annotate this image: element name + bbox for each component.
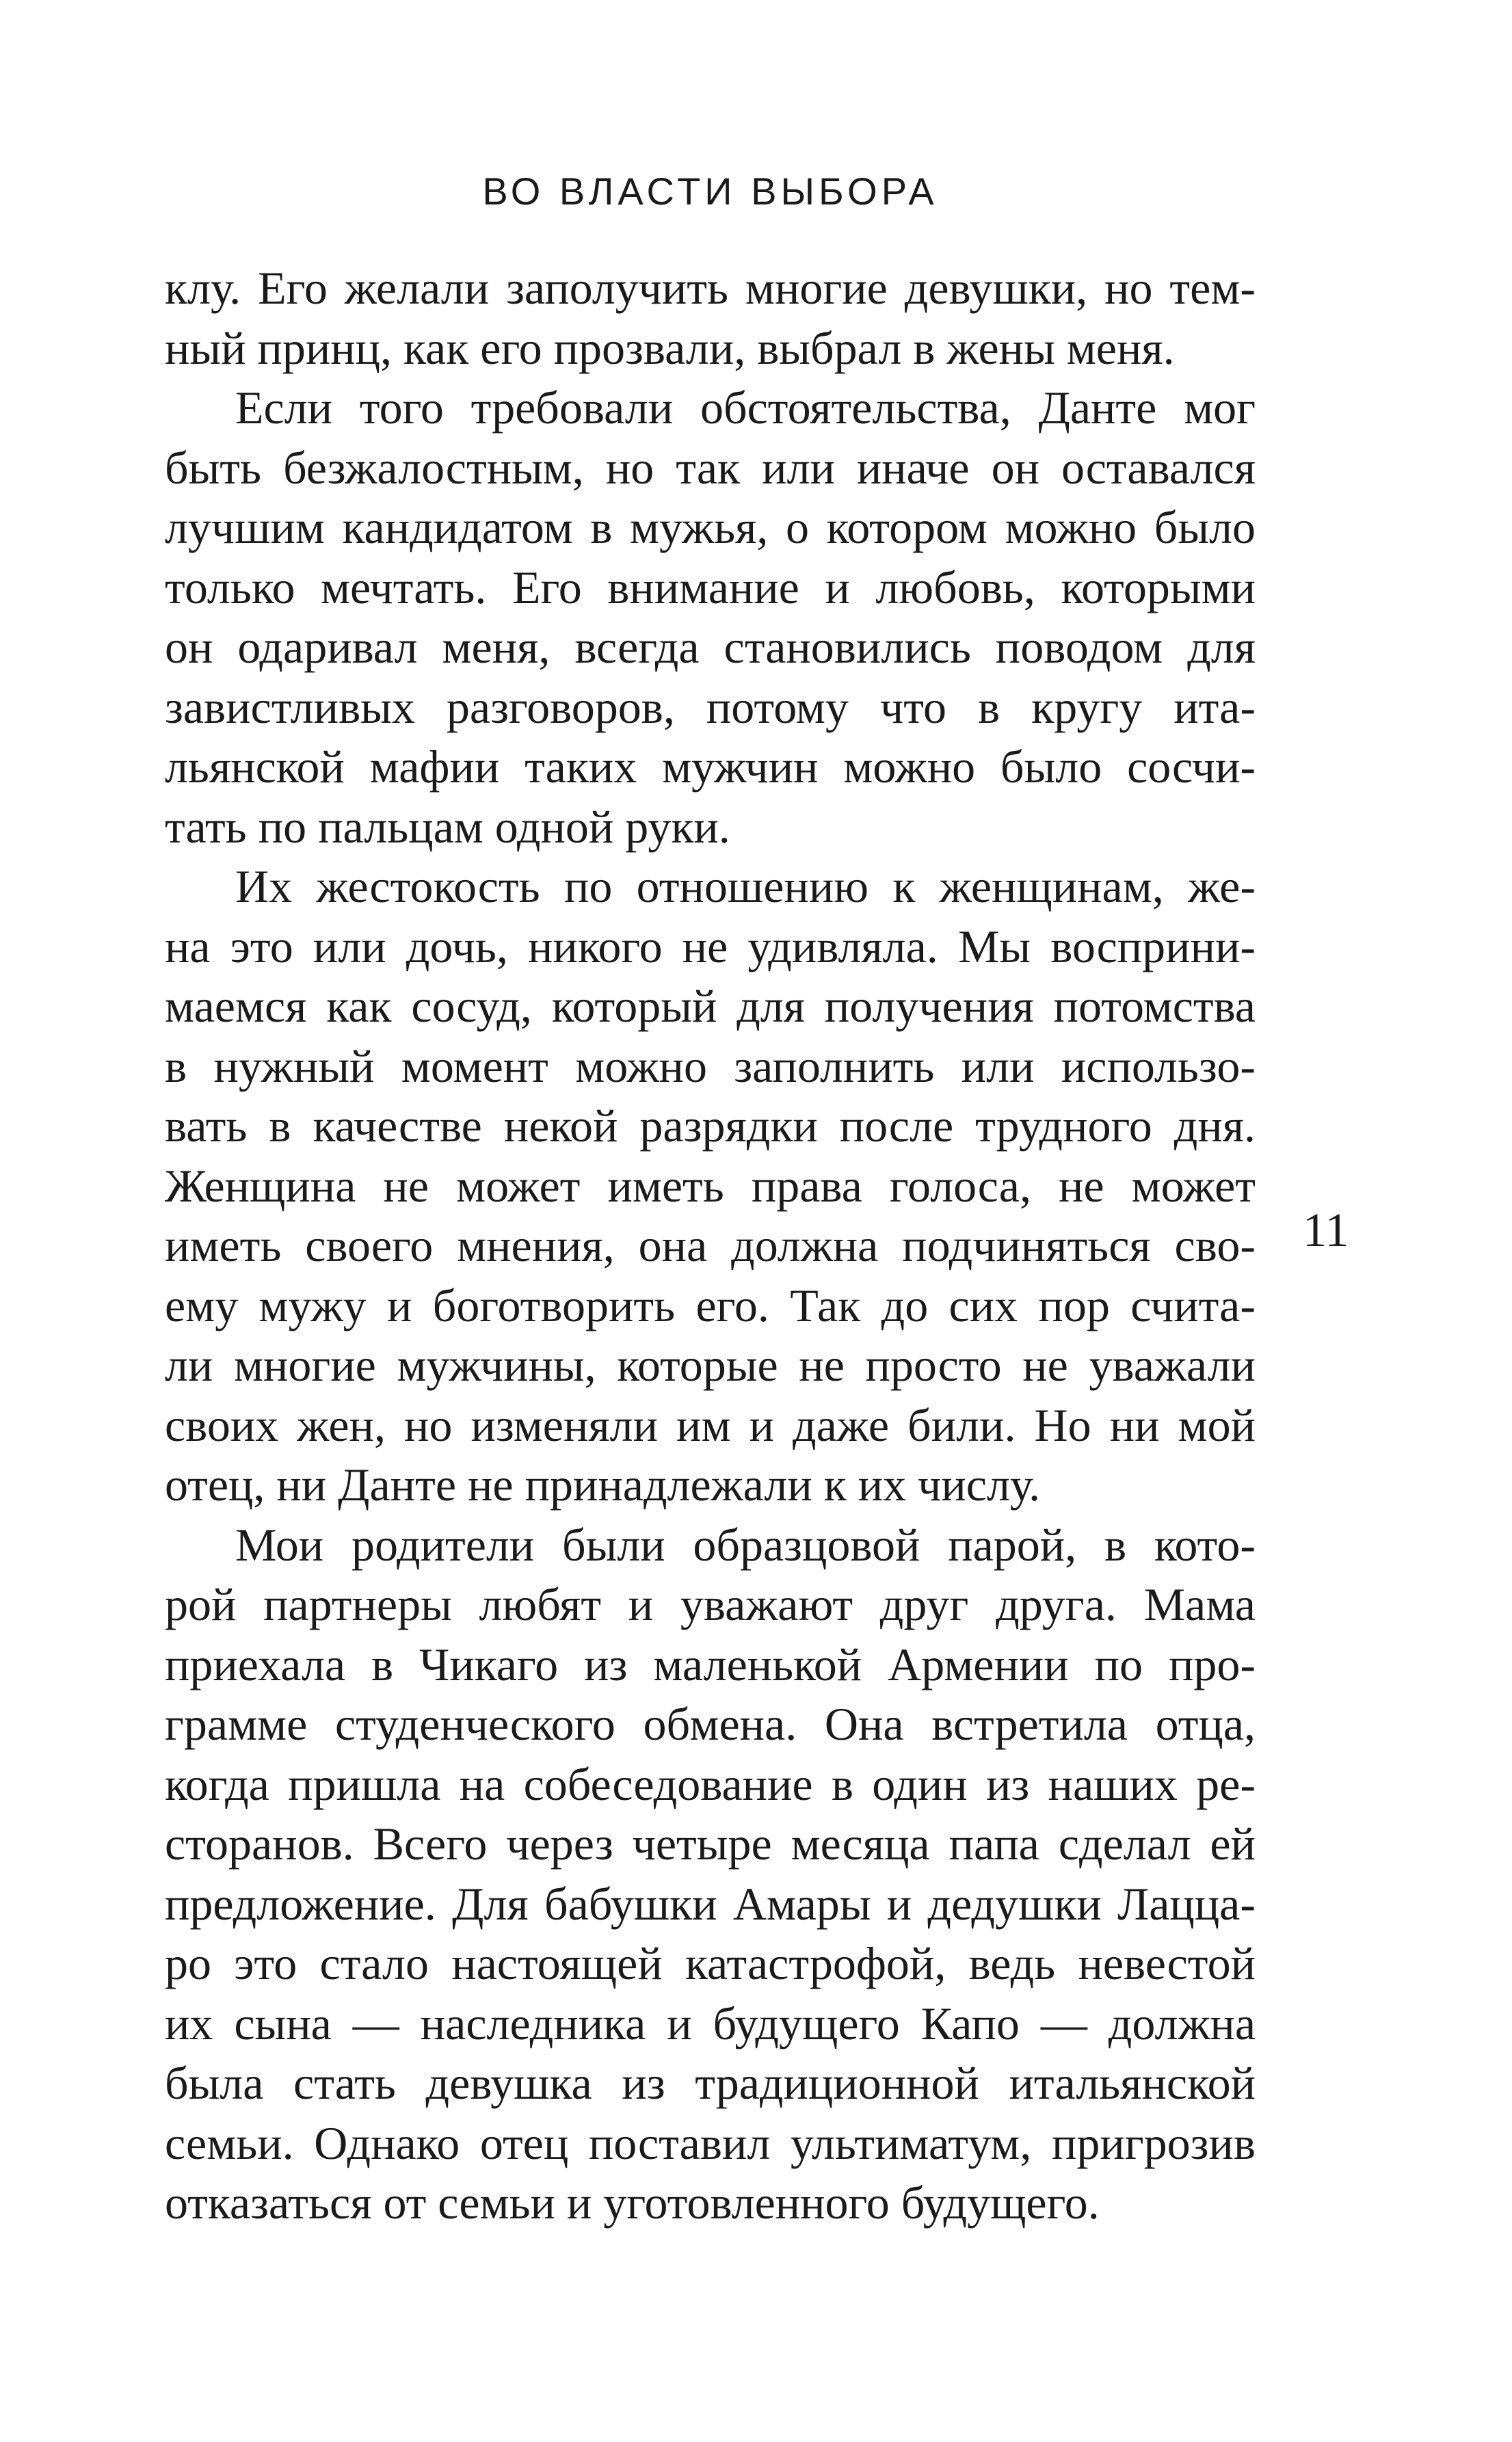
text-line: семьи. Однако отец поставил ультиматум, пригрозив: [165, 2116, 1256, 2169]
text-line: ему мужу и боготворить его. Так до сих пор счита-: [165, 1279, 1256, 1331]
text-line: отец, ни Данте не принадлежали к их числу.: [165, 1459, 1041, 1511]
text-line: Мои родители были образцовой парой, в кото-: [235, 1518, 1256, 1571]
text-line: завистливых разговоров, потому что в кругу ита-: [165, 680, 1256, 733]
text-line: отказаться от семьи и уготовленного будущего.: [165, 2177, 1100, 2229]
text-line: их сына — наследника и будущего Капо — должна: [165, 1997, 1256, 2049]
text-line: иметь своего мнения, она должна подчиняться сво-: [165, 1219, 1256, 1271]
text-line: быть безжалостным, но так или иначе он оставался: [165, 441, 1256, 494]
page-number: 11: [1303, 1204, 1349, 1257]
text-line: рой партнеры любят и уважают друг друга. Мама: [165, 1578, 1256, 1630]
text-line: сторанов. Всего через четыре месяца папа сделал ей: [165, 1818, 1256, 1870]
text-line: Если того требовали обстоятельства, Данте мог: [235, 382, 1256, 434]
text-line: лучшим кандидатом в мужья, о котором можно было: [165, 501, 1256, 553]
paragraph: [165, 1515, 1256, 2233]
paragraph: [165, 378, 1256, 857]
text-line: Женщина не может иметь права голоса, не может: [165, 1159, 1256, 1212]
text-line: только мечтать. Его внимание и любовь, которыми: [165, 561, 1256, 613]
text-line: своих жен, но изменяли им и даже били. Но ни мой: [165, 1398, 1256, 1451]
text-line: тать по пальцам одной руки.: [165, 800, 730, 853]
text-line: клу. Его желали заполучить многие девушки, но тем-: [165, 262, 1256, 314]
body-text: [165, 258, 1256, 2233]
paragraph: [165, 857, 1256, 1515]
text-line: грамме студенческого обмена. Она встретила отца,: [165, 1698, 1256, 1750]
text-line: вать в качестве некой разрядки после трудного дня.: [165, 1100, 1256, 1152]
text-line: ро это стало настоящей катастрофой, ведь невестой: [165, 1937, 1256, 1989]
text-line: ный принц, как его прозвали, выбрал в жены меня.: [165, 321, 1175, 374]
text-line: на это или дочь, никого не удивляла. Мы восприни-: [165, 920, 1256, 972]
running-header-title: ВО ВЛАСТИ ВЫБОРА: [482, 170, 938, 213]
text-line: когда пришла на собеседование в один из наших ре-: [165, 1757, 1256, 1810]
text-line: он одаривал меня, всегда становились поводом для: [165, 621, 1256, 673]
text-line: предложение. Для бабушки Амары и дедушки Лацца-: [165, 1877, 1256, 1930]
text-line: была стать девушка из традиционной итальянской: [165, 2057, 1256, 2109]
text-line: маемся как сосуд, который для получения потомства: [165, 980, 1256, 1032]
text-line: льянской мафии таких мужчин можно было сосчи-: [165, 741, 1256, 793]
text-line: ли многие мужчины, которые не просто не уважали: [165, 1339, 1256, 1391]
text-line: приехала в Чикаго из маленькой Армении по про-: [165, 1638, 1256, 1690]
paragraph: [165, 258, 1256, 378]
text-line: Их жестокость по отношению к женщинам, же-: [235, 860, 1256, 912]
text-line: в нужный момент можно заполнить или использо-: [165, 1039, 1256, 1092]
